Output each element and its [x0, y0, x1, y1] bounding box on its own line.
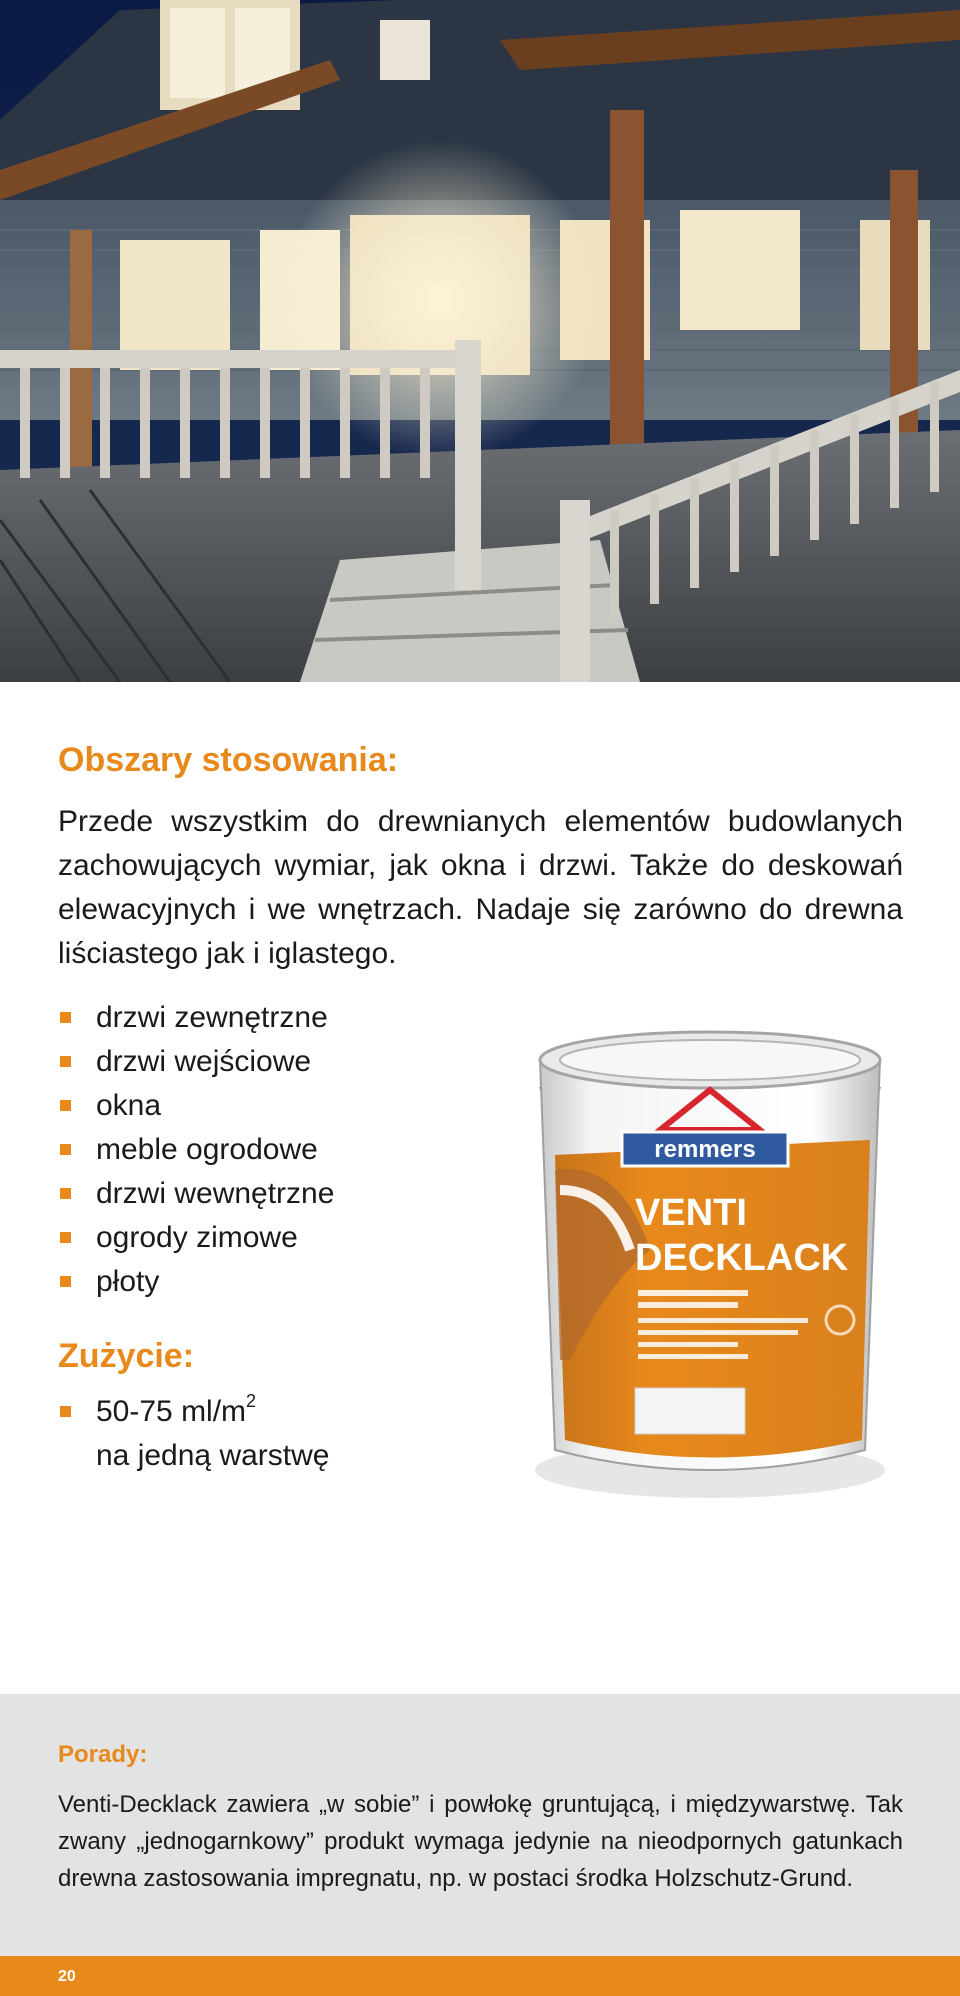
bullet-square-icon	[60, 1188, 71, 1199]
bullet-square-icon	[60, 1144, 71, 1155]
list-item-text: okna	[96, 1089, 162, 1122]
bullet-square-icon	[60, 1276, 71, 1287]
list-item-text: drzwi wejściowe	[96, 1045, 312, 1078]
tips-box	[0, 1694, 960, 1956]
hero-image	[0, 0, 960, 682]
page-number: 20	[58, 1968, 76, 1985]
list-item-text: meble ogrodowe	[96, 1133, 318, 1166]
usage-amount: 50-75 ml/m	[96, 1395, 247, 1428]
brand-logo-text: remmers	[654, 1136, 756, 1163]
bullet-square-icon	[60, 1056, 71, 1067]
product-can-image	[510, 1020, 910, 1510]
bullet-square-icon	[60, 1100, 71, 1111]
section-title-usage: Zużycie:	[58, 1337, 195, 1375]
bullet-square-icon	[60, 1012, 71, 1023]
bullet-square-icon	[60, 1232, 71, 1243]
section-title-application: Obszary stosowania:	[58, 741, 399, 779]
product-name-line2: DECKLACK	[635, 1237, 849, 1279]
product-name-line1: VENTI	[635, 1192, 747, 1234]
bullet-square-icon	[60, 1406, 71, 1417]
list-item-text: drzwi wewnętrzne	[96, 1177, 335, 1210]
tips-text: Venti-Decklack zawiera „w sobie” i powłokę gruntującą, i międzywarstwę. Tak zwany „jednogarnkowy” produkt wymaga jedynie na nieodpornych gatunkach drewna zastosowania impregnatu, np. w postaci środka Holzschutz-Grund.	[58, 1791, 903, 1892]
usage-note: na jedną warstwę	[96, 1439, 330, 1472]
paint-can-icon	[510, 1020, 910, 1510]
house-porch-photo-icon	[0, 0, 960, 682]
list-item-text: płoty	[96, 1265, 160, 1298]
intro-paragraph: Przede wszystkim do drewnianych elementów budowlanych zachowujących wymiar, jak okna i drzwi. Także do deskowań elewacyjnych i we wnętrzach. Nadaje się zarówno do drewna liściastego jak i iglastego.	[58, 805, 903, 970]
footer-bar	[0, 1956, 960, 1996]
list-item-text: drzwi zewnętrzne	[96, 1001, 328, 1034]
usage-exponent: 2	[246, 1391, 257, 1411]
tips-title: Porady:	[58, 1741, 148, 1768]
list-item-text: ogrody zimowe	[96, 1221, 298, 1254]
